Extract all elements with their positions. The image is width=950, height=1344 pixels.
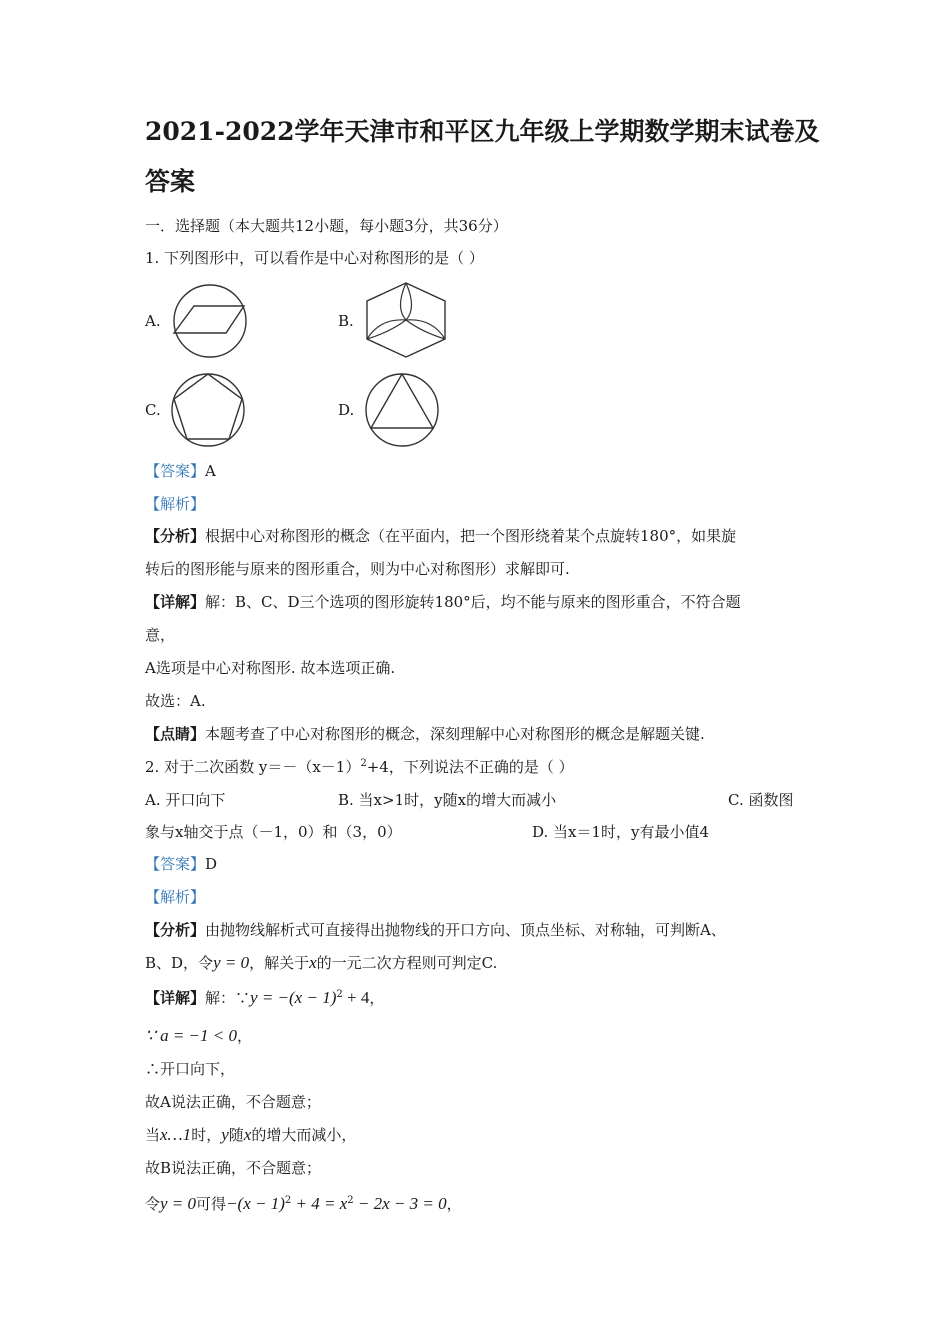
q2-fenxi-line1 [145,920,726,940]
q2-detail-math5y: y [221,1125,229,1144]
q2-detail-text5a: 当 [145,1126,161,1144]
q2-detail-text7a: 令 [145,1195,161,1213]
q2-detail-text5c: 随 [228,1126,244,1144]
q2-detail-line4: 故A说法正确，不合题意； [145,1093,321,1111]
q2-detail-tag: 【详解】 [145,989,206,1007]
doc-title-line1: 2021-2022学年天津市和平区九年级上学期数学期末试卷及 [145,117,820,146]
q2-detail-line5 [145,1125,356,1145]
q2-detail-line2 [145,1026,252,1046]
q2-detail-math7d: − 2x − 3 = 0 [353,1194,447,1213]
q2-fenxi-text1: 由抛物线解析式可直接得出抛物线的开口方向、顶点坐标、对称轴，可判断A、 [205,921,726,939]
q1-option-d-label: D. [338,401,355,419]
q2-stem-exponent: 2 [360,758,367,769]
q2-option-d: D. 当x＝1时，y有最小值4 [532,823,710,841]
q2-detail-math7a: y = 0 [160,1194,197,1213]
q2-stem-part1: 2. 对于二次函数 y＝－（x－1） [145,758,361,776]
q2-fenxi-math-y0: y = 0 [213,953,250,972]
q2-detail-math7b: −(x − 1) [226,1194,285,1213]
q2-detail-text1b: ， [369,989,385,1007]
doc-title-line2: 答案 [145,167,196,196]
q2-detail-math1-exp: 2 [336,989,343,1000]
q2-fenxi-text2b: ，解关于 [249,954,310,972]
q2-detail-math7c-exp: 2 [347,1195,354,1206]
q2-detail-math1b: + 4 [342,988,370,1007]
q1-answer-tag: 【答案】 [145,462,206,480]
q2-fenxi-tag: 【分析】 [145,921,206,939]
q1-stem: 1. 下列图形中，可以看作是中心对称图形的是（ ） [145,249,484,267]
q2-detail-math5: x…1 [160,1125,192,1144]
q2-analysis-tag: 【解析】 [145,888,206,906]
q2-option-c: C. 函数图 [728,791,794,809]
q2-detail-text7b: 可得 [196,1195,227,1213]
q2-detail-text7c: ， [446,1195,462,1213]
q2-stem-part2: +4，下列说法不正确的是（ ） [366,758,574,776]
q1-answer [145,461,216,481]
q2-fenxi-text2c: 的一元二次方程则可判定C. [316,954,498,972]
q1-option-b-figure [362,282,450,358]
q2-detail-math7b-exp: 2 [284,1195,292,1206]
q1-fenxi-tag: 【分析】 [145,527,206,545]
q1-answer-value: A [205,462,216,480]
q1-analysis-tag: 【解析】 [145,495,206,513]
q1-detail-tag: 【详解】 [145,593,206,611]
q1-option-c-figure [170,372,246,448]
q2-answer [145,854,217,874]
q2-stem [145,757,574,777]
q2-fenxi-math-x: x [309,953,317,972]
q2-detail-line3: ∴开口向下， [145,1060,236,1078]
q2-answer-value: D [205,855,218,873]
q1-detail-line4: 故选：A. [145,692,206,710]
q2-option-a: A. 开口向下 [145,791,226,809]
q1-detail-line1 [145,592,741,612]
q2-detail-text5d: 的增大而减小， [251,1126,357,1144]
q2-option-b: B. 当x>1时，y随x的增大而减小 [338,791,557,809]
q2-detail-math1: y = −(x − 1) [250,988,337,1007]
q1-option-c-label: C. [145,401,161,419]
q1-option-a-label: A. [145,312,161,330]
q2-detail-text1a: 解：∵ [205,989,251,1007]
q2-detail-math5x: x [243,1125,252,1144]
q1-detail-text1: 解：B、C、D三个选项的图形旋转180°后，均不能与原来的图形重合，不符合题 [205,593,741,611]
q2-detail-text5b: 时， [191,1126,222,1144]
q2-fenxi-line2 [145,953,497,973]
section-heading: 一．选择题（本大题共12小题，每小题3分，共36分） [145,217,508,235]
q2-detail-text2b: ， [236,1027,252,1045]
q2-fenxi-text2a: B、D，令 [145,954,214,972]
q2-detail-line7 [145,1194,462,1214]
q2-option-c-cont: 象与x轴交于点（－1，0）和（3，0） [145,823,402,841]
q2-answer-tag: 【答案】 [145,855,206,873]
q1-fenxi-line2: 转后的图形能与原来的图形重合，则为中心对称图形）求解即可. [145,560,570,578]
q2-detail-line6: 故B说法正确，不合题意； [145,1159,322,1177]
q1-detail-line2: 意， [145,626,176,644]
q1-fenxi-line1 [145,526,736,546]
q1-option-a-figure [172,283,248,359]
q2-detail-line1 [145,988,384,1008]
q1-option-b-label: B. [338,312,354,330]
q1-detail-line3: A选项是中心对称图形. 故本选项正确. [145,659,396,677]
q1-option-d-figure [364,372,440,448]
q1-dianjing-tag: 【点睛】 [145,725,206,743]
q1-fenxi-text1: 根据中心对称图形的概念（在平面内，把一个图形绕着某个点旋转180°，如果旋 [205,527,737,545]
q1-dianjing-text: 本题考查了中心对称图形的概念，深刻理解中心对称图形的概念是解题关键. [205,725,705,743]
q2-detail-math7c: + 4 = x [291,1194,348,1213]
q2-detail-math2: ∵ a = −1 < 0 [145,1026,237,1045]
q1-dianjing [145,724,705,744]
